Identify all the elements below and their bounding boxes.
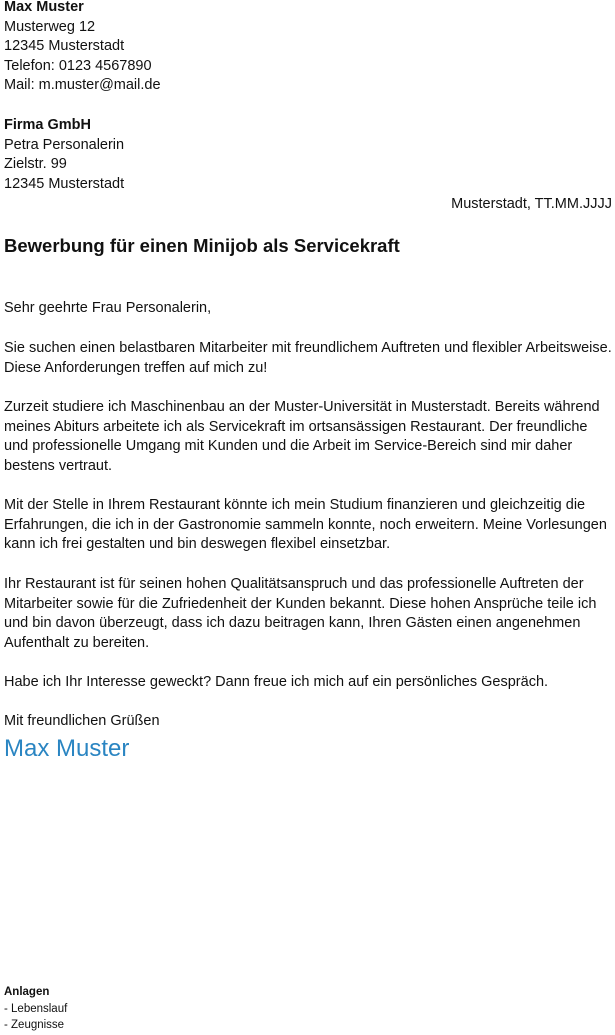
sender-name: Max Muster [4, 0, 84, 15]
attachments-list [4, 984, 67, 1034]
body-paragraph: Sie suchen einen belastbaren Mitarbeiter mit freundlichem Auftreten und flexibler Arbeitsweise. Diese Anforderungen treffen auf mich zu! [4, 340, 612, 376]
closing-phrase: Mit freundlichen Grüßen [4, 713, 160, 729]
sender-city: 12345 Musterstadt [4, 38, 125, 55]
recipient-address [4, 116, 124, 194]
body-paragraph: Ihr Restaurant ist für seinen hohen Qualitätsanspruch und das professionelle Auftreten der Mitarbeiter sowie für die Zufriedenheit der Kunden bekannt. Diese hohen Ansprüche teile ich und bin davon überzeugt, dass ich dazu beitragen kann, Ihren Gästen einen angenehmen Aufenthalt zu bereiten. [4, 576, 597, 651]
recipient-street: Zielstr. 99 [4, 156, 67, 173]
recipient-company: Firma GmbH [4, 117, 92, 133]
place-date: Musterstadt, TT.MM.JJJJ [451, 196, 612, 212]
salutation: Sehr geehrte Frau Personalerin, [4, 300, 212, 316]
attachment-item: - Lebenslauf [4, 1002, 68, 1015]
recipient-person: Petra Personalerin [4, 136, 125, 153]
sender-street: Musterweg 12 [4, 18, 96, 35]
attachments-title: Anlagen [4, 986, 50, 998]
body-paragraph: Habe ich Ihr Interesse geweckt? Dann freue ich mich auf ein persönliches Gespräch. [4, 674, 549, 690]
attachment-item: - Zeugnisse [4, 1019, 65, 1031]
body-paragraph: Zurzeit studiere ich Maschinenbau an der Muster-Universität in Musterstadt. Bereits während meines Abiturs arbeitete ich als Servicekraft im ortsansässigen Restaurant. Der freundliche und professionelle Umgang mit Kunden und die Arbeit im Service-Bereich sind mir daher bestens vertraut. [4, 399, 600, 474]
recipient-city: 12345 Musterstadt [4, 175, 125, 192]
sender-mail: Mail: m.muster@mail.de [4, 77, 161, 94]
letter-subject: Bewerbung für einen Minijob als Servicekraft [4, 235, 400, 256]
signature: Max Muster [4, 735, 130, 762]
sender-address [4, 0, 161, 96]
body-paragraph: Mit der Stelle in Ihrem Restaurant könnte ich mein Studium finanzieren und gleichzeitig die Erfahrungen, die ich in der Gastronomie sammeln konnte, noch erweitern. Meine Vorlesungen kann ich frei gestalten und bin deswegen flexibel einsetzbar. [4, 497, 607, 553]
sender-phone: Telefon: 0123 4567890 [4, 57, 152, 74]
